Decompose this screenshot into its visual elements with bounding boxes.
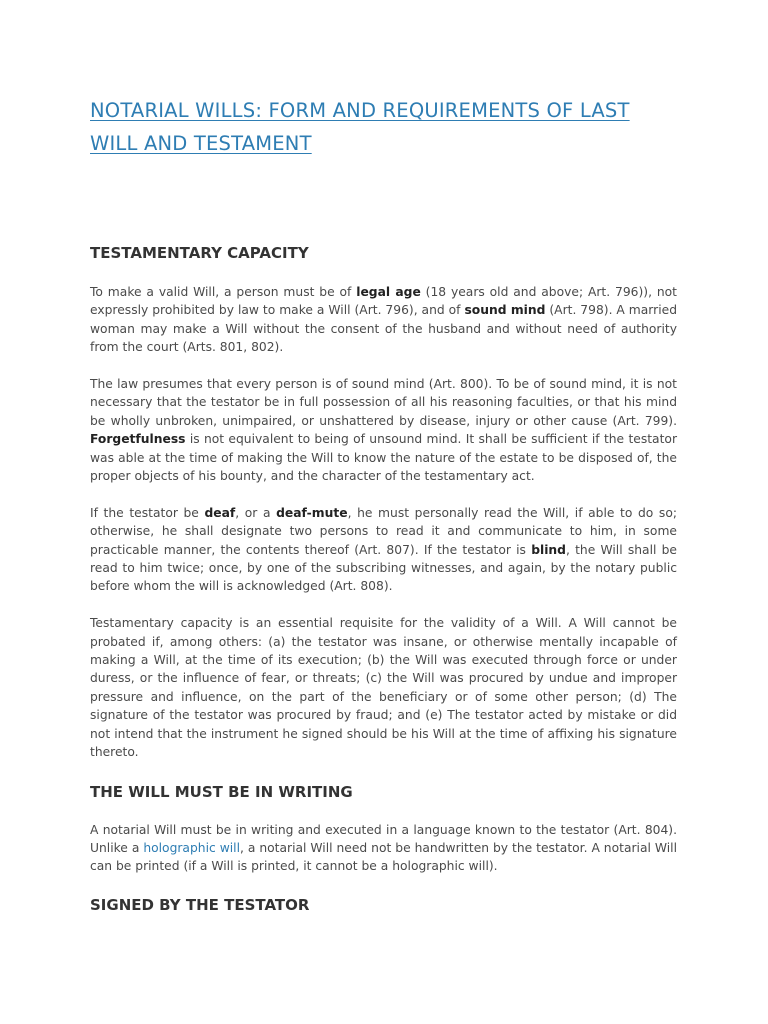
text-run: If the testator be (90, 505, 205, 520)
text-run: (Art. 798). A married woman may make a Will without the consent of the husband and without need of authority from the court (Arts. 801, 802). (90, 303, 677, 355)
paragraph-capacity-requisite (90, 614, 677, 761)
text-run: , the Will shall be read to him twice; once, by one of the subscribing witnesses, and again, by the notary public before whom the will is acknowledged (Art. 808). (90, 542, 677, 594)
bold-term-legal-age: legal age (356, 285, 421, 299)
text-run: (18 years old and above; Art. 796)), not expressly prohibited by law to make a Will (Art. 796), and of (90, 285, 677, 318)
paragraph-legal-age (90, 283, 677, 357)
text-run: A notarial Will must be in writing and executed in a language known to the testator (Art. 804). Unlike a (90, 822, 677, 855)
bold-term-forgetfulness: Forgetfulness (90, 432, 186, 447)
bold-term-blind: blind (531, 542, 566, 557)
paragraph-writing (90, 821, 677, 876)
text-run: , a notarial Will need not be handwritten by the testator. A notarial Will can be printed (if a Will is printed, it cannot be a holographic will). (90, 840, 677, 874)
section-heading-testamentary-capacity: TESTAMENTARY CAPACITY (90, 244, 309, 262)
section-heading-signed-by-testator: SIGNED BY THE TESTATOR (90, 895, 310, 914)
paragraph-sound-mind (90, 375, 677, 485)
section-heading-will-in-writing: THE WILL MUST BE IN WRITING (90, 782, 353, 801)
text-run: , or a (235, 505, 277, 520)
bold-term-deaf: deaf (204, 505, 236, 520)
text-run: , he must personally read the Will, if able to do so; otherwise, he shall designate two persons to read it and communicate to him, in some practicable manner, the contents thereof (Art. 807). If the testator is (90, 505, 678, 557)
text-run: The law presumes that every person is of sound mind (Art. 800). To be of sound mind, it is not necessary that the testator be in full possession of all his reasoning faculties, or that his mind be wholly unbroken, unimpaired, or unshattered by disease, injury or other cause (Art. 799). (90, 377, 677, 428)
document-page (90, 94, 677, 915)
text-run: Testamentary capacity is an essential requisite for the validity of a Will. A Will cannot be probated if, among others: (a) the testator was insane, or otherwise mentally incapable of making a Will, at the time of its execution; (b) the Will was executed through force or under duress, or the influence of fear, or threats; (c) the Will was procured by undue and improper pressure and influence, on the part of the beneficiary or of some other person; (d) The signature of the testator was procured by fraud; and (e) The testator acted by mistake or did not intend that the instrument he signed should be his Will at the time of affixing his signature thereto. (90, 616, 677, 760)
text-run: To make a valid Will, a person must be of (90, 285, 357, 299)
page-title[interactable]: NOTARIAL WILLS: FORM AND REQUIREMENTS OF LAST WILL AND TESTAMENT (90, 99, 630, 155)
bold-term-sound-mind: sound mind (464, 303, 546, 318)
paragraph-deaf-blind (90, 504, 677, 596)
bold-term-deaf-mute: deaf-mute (276, 505, 348, 520)
holographic-will-link[interactable]: holographic will (143, 840, 241, 855)
text-run: is not equivalent to being of unsound mind. It shall be sufficient if the testator was able at the time of making the Will to know the nature of the estate to be disposed of, the proper objects of his bounty, and the character of the testamentary act. (90, 432, 677, 484)
